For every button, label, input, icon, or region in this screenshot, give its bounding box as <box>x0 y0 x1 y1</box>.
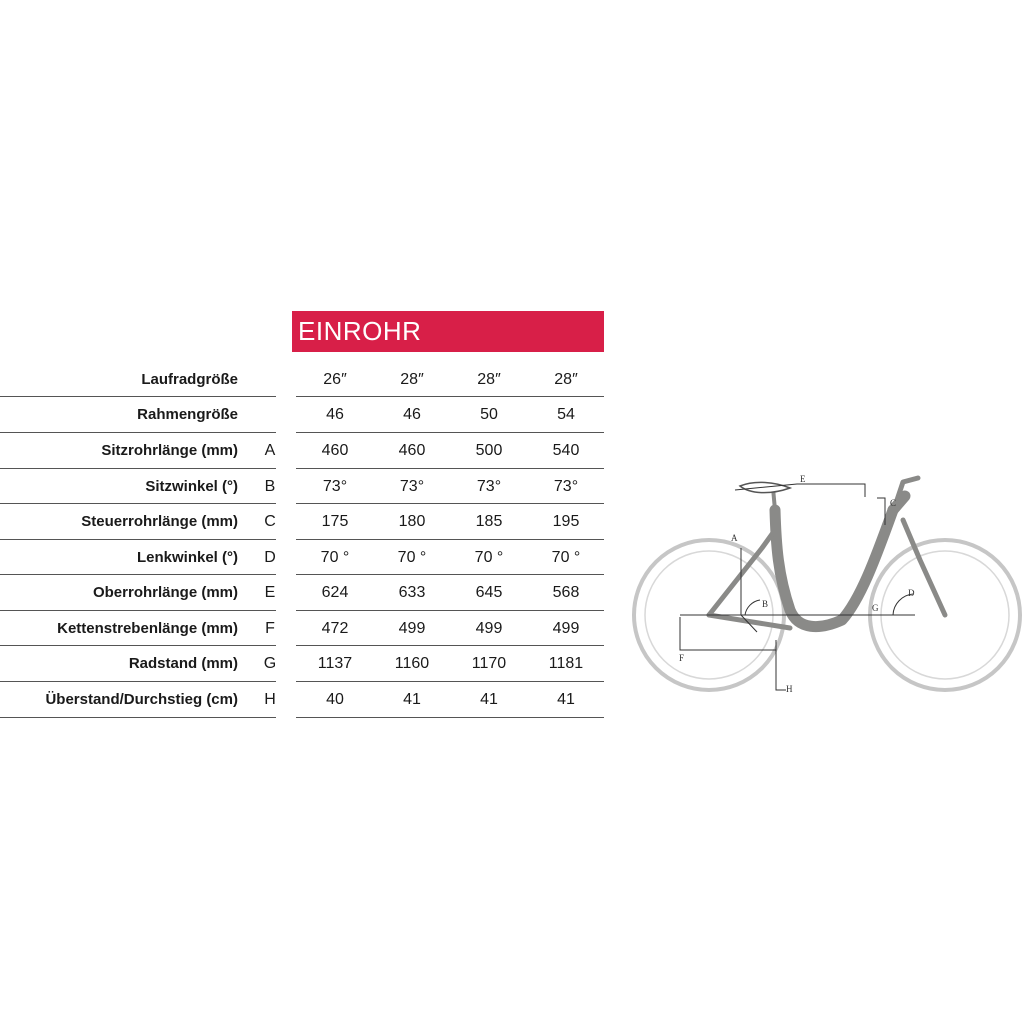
row-label: Rahmengröße <box>137 406 238 423</box>
diagram-label-f: F <box>679 653 685 663</box>
row-label: Überstand/Durchstieg (cm) <box>45 691 238 708</box>
table-cell: 28″ <box>477 371 501 388</box>
table-cell: 28″ <box>400 371 424 388</box>
row-divider <box>296 717 604 718</box>
table-cell: 540 <box>552 442 580 459</box>
row-label: Kettenstrebenlänge (mm) <box>57 620 238 637</box>
table-title-banner: EINROHR <box>292 311 604 352</box>
table-cell: 40 <box>326 691 344 708</box>
table-cell: 175 <box>321 513 349 530</box>
bike-frame <box>709 478 945 628</box>
row-divider <box>296 574 604 575</box>
row-code: A <box>264 442 276 459</box>
table-cell: 54 <box>557 406 575 423</box>
table-cell: 180 <box>398 513 426 530</box>
table-cell: 28″ <box>554 371 578 388</box>
diagram-label-e: E <box>800 474 806 484</box>
table-cell: 1137 <box>317 655 353 672</box>
table-cell: 645 <box>475 584 503 601</box>
table-cell: 70 ° <box>320 549 350 566</box>
row-divider <box>296 503 604 504</box>
table-cell: 460 <box>321 442 349 459</box>
table-cell: 195 <box>552 513 580 530</box>
table-cell: 70 ° <box>551 549 581 566</box>
table-cell: 73° <box>322 478 348 495</box>
table-cell: 624 <box>321 584 349 601</box>
row-label: Sitzrohrlänge (mm) <box>101 442 238 459</box>
table-cell: 499 <box>475 620 503 637</box>
row-label: Steuerrohrlänge (mm) <box>81 513 238 530</box>
table-cell: 46 <box>403 406 421 423</box>
table-cell: 70 ° <box>397 549 427 566</box>
table-cell: 41 <box>403 691 421 708</box>
diagram-label-a: A <box>731 533 738 543</box>
row-code: G <box>263 655 277 672</box>
table-cell: 1160 <box>394 655 430 672</box>
row-label: Oberrohrlänge (mm) <box>92 584 238 601</box>
table-cell: 568 <box>552 584 580 601</box>
row-divider <box>296 681 604 682</box>
row-code: F <box>265 620 275 637</box>
row-code: E <box>264 584 276 601</box>
table-cell: 633 <box>398 584 426 601</box>
row-divider <box>0 539 276 540</box>
row-code <box>260 397 280 432</box>
table-cell: 499 <box>552 620 580 637</box>
row-label: Sitzwinkel (°) <box>145 478 238 495</box>
row-divider <box>296 396 604 397</box>
row-divider <box>296 432 604 433</box>
row-divider <box>296 645 604 646</box>
row-code: C <box>264 513 276 530</box>
row-divider <box>0 681 276 682</box>
row-code <box>260 362 280 397</box>
table-cell: 70 ° <box>474 549 504 566</box>
row-divider <box>0 574 276 575</box>
row-divider <box>296 539 604 540</box>
table-cell: 46 <box>326 406 344 423</box>
bike-geometry-diagram <box>620 460 1024 710</box>
row-label: Lenkwinkel (°) <box>136 549 238 566</box>
table-cell: 472 <box>321 620 349 637</box>
table-cell: 73° <box>399 478 425 495</box>
table-cell: 460 <box>398 442 426 459</box>
table-cell: 1181 <box>548 655 584 672</box>
row-divider <box>0 645 276 646</box>
diagram-label-h: H <box>786 684 793 694</box>
diagram-label-d: D <box>908 588 915 598</box>
table-cell: 499 <box>398 620 426 637</box>
table-cell: 50 <box>480 406 498 423</box>
row-divider <box>0 717 276 718</box>
diagram-label-b: B <box>762 599 769 609</box>
row-divider <box>0 432 276 433</box>
table-cell: 41 <box>557 691 575 708</box>
table-cell: 1170 <box>471 655 507 672</box>
table-cell: 500 <box>475 442 503 459</box>
row-label: Radstand (mm) <box>128 655 238 672</box>
row-divider <box>0 610 276 611</box>
measurement-lines <box>680 484 915 690</box>
row-divider <box>296 468 604 469</box>
table-cell: 73° <box>553 478 579 495</box>
row-divider <box>0 396 276 397</box>
row-code: D <box>264 549 276 566</box>
row-divider <box>0 468 276 469</box>
table-cell: 73° <box>476 478 502 495</box>
row-divider <box>0 503 276 504</box>
diagram-label-c: C <box>890 498 897 508</box>
table-cell: 26″ <box>323 371 347 388</box>
diagram-label-g: G <box>872 603 879 613</box>
row-divider <box>296 610 604 611</box>
row-label: Laufradgröße <box>141 371 238 388</box>
row-code: B <box>264 478 276 495</box>
row-code: H <box>264 691 276 708</box>
table-cell: 185 <box>475 513 503 530</box>
table-cell: 41 <box>480 691 498 708</box>
